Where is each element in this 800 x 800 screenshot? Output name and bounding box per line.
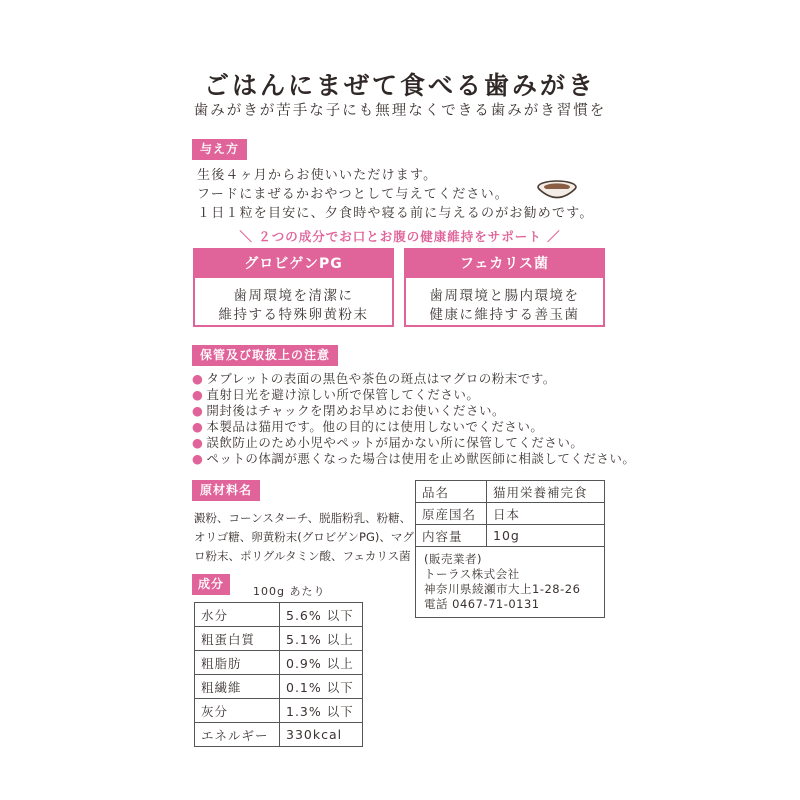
support-banner: ＼ ２つの成分でお口とお腹の健康維持をサポート ／ — [239, 229, 561, 244]
product-info-value: 日本 — [487, 503, 605, 525]
table-row — [195, 699, 363, 723]
table-row — [416, 525, 605, 547]
raw-materials-line: ロ粉末、ポリグルタミン酸、フェカリス菌 — [194, 549, 411, 563]
raw-materials-text — [194, 509, 414, 566]
composition-value: 5.6% 以下 — [280, 603, 363, 627]
composition-label: 成分 — [192, 574, 230, 595]
seller-line: (販売業者) — [424, 552, 482, 566]
bullet-icon: ● — [192, 403, 204, 418]
caution-item: ● 直射日光を避け涼しい所で保管してください。 — [192, 387, 480, 402]
ingredient-box-description — [406, 278, 603, 325]
composition-note: 100g あたり — [253, 585, 326, 598]
product-info-name: 内容量 — [416, 525, 487, 547]
composition-value: 1.3% 以下 — [280, 699, 363, 723]
ingredient-box-globigen — [193, 248, 394, 327]
composition-value: 0.9% 以上 — [280, 651, 363, 675]
composition-name: 粗繊維 — [195, 675, 280, 699]
raw-materials-label: 原材料名 — [192, 480, 260, 501]
description-line: 歯周環境を清潔に — [233, 288, 354, 304]
bullet-icon: ● — [192, 387, 204, 402]
page-subtitle: 歯みがきが苦手な子にも無理なくできる歯みがき習慣を — [193, 103, 607, 119]
composition-name: 粗蛋白質 — [195, 627, 280, 651]
bullet-icon: ● — [192, 371, 204, 386]
caution-item: ● タブレットの表面の黒色や茶色の斑点はマグロの粉末です。 — [192, 371, 556, 386]
ingredient-box-description — [195, 278, 392, 325]
caution-list — [192, 371, 635, 467]
bullet-icon: ● — [192, 435, 204, 450]
table-row — [195, 603, 363, 627]
bowl-icon — [536, 180, 578, 202]
page-title: ごはんにまぜて食べる歯みがき — [203, 71, 596, 100]
composition-table — [194, 602, 363, 747]
caution-item: ● 開封後はチャックを閉めお早めにお使いください。 — [192, 403, 506, 418]
seller-line: 電話 0467-71-0131 — [424, 597, 540, 611]
table-row — [416, 503, 605, 525]
product-info-value: 10g — [487, 525, 605, 547]
seller-info — [415, 546, 605, 618]
composition-value: 5.1% 以上 — [280, 627, 363, 651]
usage-line: 生後４ヶ月からお使いいただけます。 — [197, 168, 438, 183]
composition-name: 粗脂肪 — [195, 651, 280, 675]
composition-name: 灰分 — [195, 699, 280, 723]
usage-line: １日１粒を目安に、夕食時や寝る前に与えるのがお勧めです。 — [197, 206, 594, 221]
usage-label: 与え方 — [192, 139, 247, 160]
raw-materials-line: オリゴ糖、卵黄粉末(グロビゲンPG)、マグ — [194, 530, 414, 544]
product-info-name: 品名 — [416, 481, 487, 503]
caution-item: ● 誤飲防止のため小児やペットが届かない所に保管してください。 — [192, 435, 584, 450]
table-row — [195, 651, 363, 675]
table-row — [416, 481, 605, 503]
raw-materials-line: 澱粉、コーンスターチ、脱脂粉乳、粉糖、 — [194, 511, 412, 525]
ingredient-box-faecalis — [404, 248, 605, 327]
composition-value: 0.1% 以下 — [280, 675, 363, 699]
table-row — [195, 627, 363, 651]
description-line: 健康に維持する善玉菌 — [429, 307, 580, 323]
composition-name: エネルギー — [195, 723, 280, 747]
seller-line: トーラス株式会社 — [424, 567, 520, 581]
usage-text — [197, 166, 594, 223]
table-row — [195, 675, 363, 699]
seller-line: 神奈川県綾瀬市大上1-28-26 — [424, 582, 581, 596]
ingredient-box-title: グロビゲンPG — [195, 250, 392, 278]
caution-item: ● 本製品は猫用です。他の目的には使用しないでください。 — [192, 419, 544, 434]
table-row — [195, 723, 363, 747]
ingredient-box-title: フェカリス菌 — [406, 250, 603, 278]
composition-name: 水分 — [195, 603, 280, 627]
bullet-icon: ● — [192, 451, 204, 466]
product-info-value: 猫用栄養補完食 — [487, 481, 605, 503]
usage-line: フードにまぜるかおやつとして与えてください。 — [197, 187, 510, 202]
composition-value: 330kcal — [280, 723, 363, 747]
description-line: 維持する特殊卵黄粉末 — [218, 307, 369, 323]
caution-label: 保管及び取扱上の注意 — [192, 345, 338, 366]
bullet-icon: ● — [192, 419, 204, 434]
product-info-name: 原産国名 — [416, 503, 487, 525]
description-line: 歯周環境と腸内環境を — [429, 288, 580, 304]
product-info-table — [415, 480, 605, 547]
caution-item: ● ペットの体調が悪くなった場合は使用を止め獣医師に相談してください。 — [192, 451, 636, 466]
